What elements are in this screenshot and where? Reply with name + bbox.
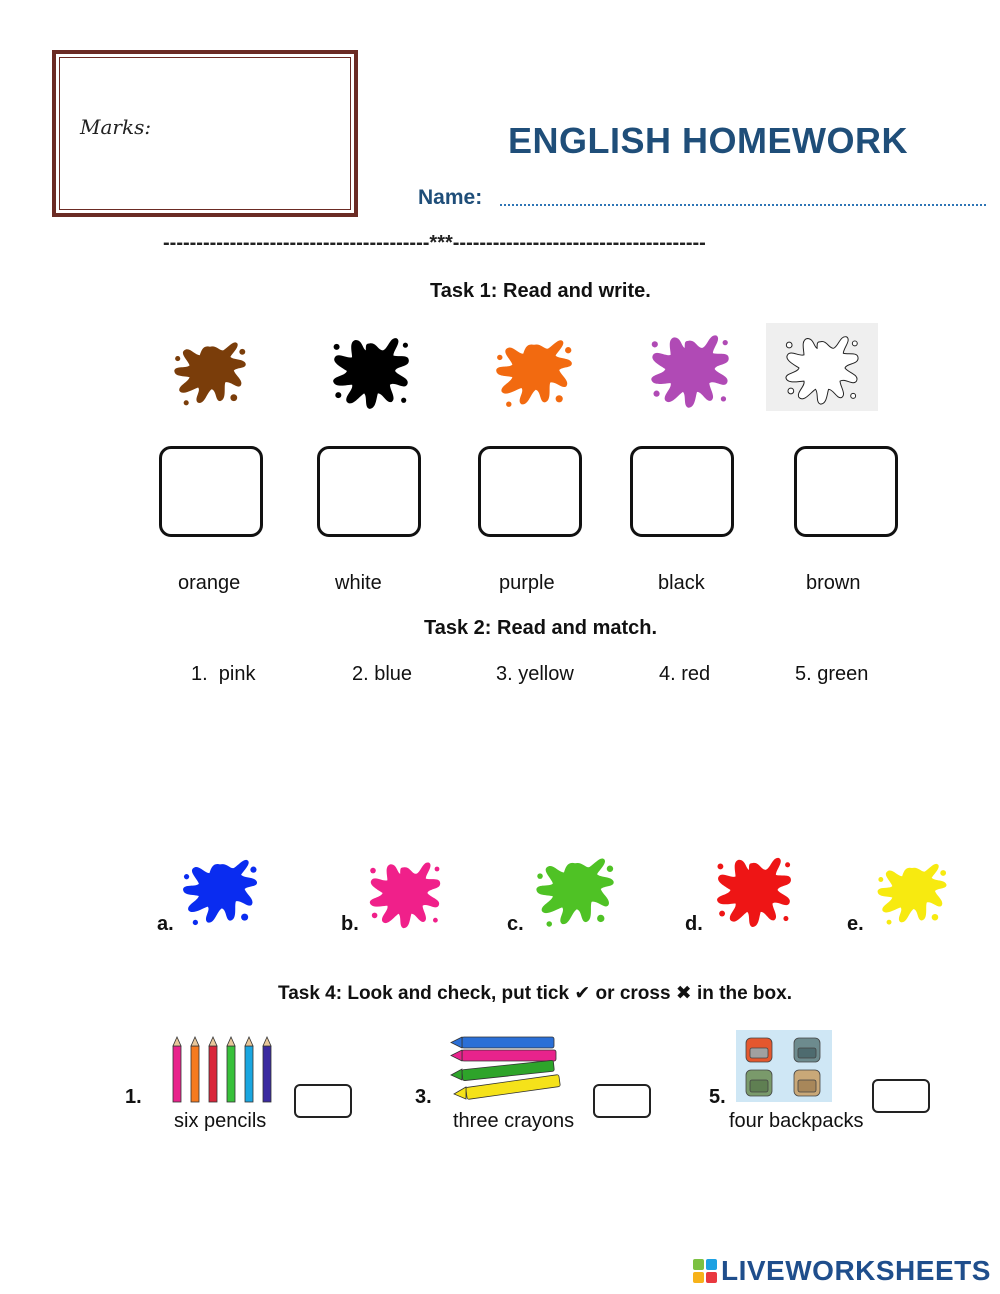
page-title: ENGLISH HOMEWORK	[508, 120, 908, 161]
check-box-3[interactable]	[872, 1079, 930, 1113]
answer-box-3[interactable]	[478, 446, 582, 537]
task2-heading: Task 2: Read and match.	[424, 617, 658, 639]
backpacks-icon	[736, 1030, 832, 1102]
white-paint-splat-icon	[776, 327, 868, 409]
check-box-2[interactable]	[593, 1084, 651, 1118]
logo-square	[693, 1259, 704, 1270]
match-word[interactable]: 5. green	[795, 663, 869, 685]
answer-box-2[interactable]	[317, 446, 421, 537]
logo-square	[706, 1272, 717, 1283]
task1-heading: Task 1: Read and write.	[430, 280, 651, 302]
logo-mark-icon	[693, 1259, 717, 1283]
match-word[interactable]: 3. yellow	[496, 663, 574, 685]
match-letter: d.	[685, 913, 703, 935]
liveworksheets-logo[interactable]	[693, 1255, 991, 1287]
logo-square	[693, 1272, 704, 1283]
black-paint-splat-icon	[325, 328, 417, 414]
red-paint-splat-icon[interactable]	[708, 848, 800, 932]
match-word[interactable]: 4. red	[659, 663, 711, 685]
answer-box-5[interactable]	[794, 446, 898, 537]
match-letter: a.	[157, 913, 174, 935]
match-letter: b.	[341, 913, 359, 935]
name-label: Name:	[418, 186, 483, 209]
match-word[interactable]: 2. blue	[352, 663, 413, 685]
task4-heading: Task 4: Look and check, put tick ✔ or cross ✖ in the box.	[278, 983, 792, 1004]
word-option: purple	[499, 572, 555, 594]
orange-paint-splat-icon	[486, 325, 582, 415]
answer-box-4[interactable]	[630, 446, 734, 537]
marks-label: Marks:	[80, 115, 152, 139]
pencils-icon	[170, 1036, 278, 1104]
answer-box-1[interactable]	[159, 446, 263, 537]
match-letter: e.	[847, 913, 864, 935]
brown-paint-splat-icon	[165, 328, 255, 413]
item-caption: six pencils	[174, 1110, 267, 1132]
logo-square	[706, 1259, 717, 1270]
item-number: 1.	[125, 1086, 142, 1108]
name-field[interactable]	[500, 204, 986, 206]
check-box-1[interactable]	[294, 1084, 352, 1118]
yellow-paint-splat-icon[interactable]	[868, 850, 956, 932]
item-caption: three crayons	[453, 1110, 575, 1132]
word-option: white	[335, 572, 382, 594]
item-number: 5.	[709, 1086, 726, 1108]
purple-paint-splat-icon	[643, 325, 737, 413]
match-letter: c.	[507, 913, 524, 935]
blue-paint-splat-icon[interactable]	[172, 845, 268, 933]
word-option: black	[658, 572, 705, 594]
pink-paint-splat-icon[interactable]	[362, 853, 448, 933]
word-option: brown	[806, 572, 861, 594]
item-number: 3.	[415, 1086, 432, 1108]
word-option: orange	[178, 572, 241, 594]
match-word[interactable]: 1. pink	[191, 663, 256, 685]
green-paint-splat-icon[interactable]	[527, 843, 623, 935]
divider-line: ----------------------------------------***--------------------------------------	[163, 232, 706, 254]
crayons-icon	[448, 1033, 570, 1105]
logo-text: LIVEWORKSHEETS	[721, 1255, 991, 1286]
item-caption: four backpacks	[729, 1110, 864, 1132]
